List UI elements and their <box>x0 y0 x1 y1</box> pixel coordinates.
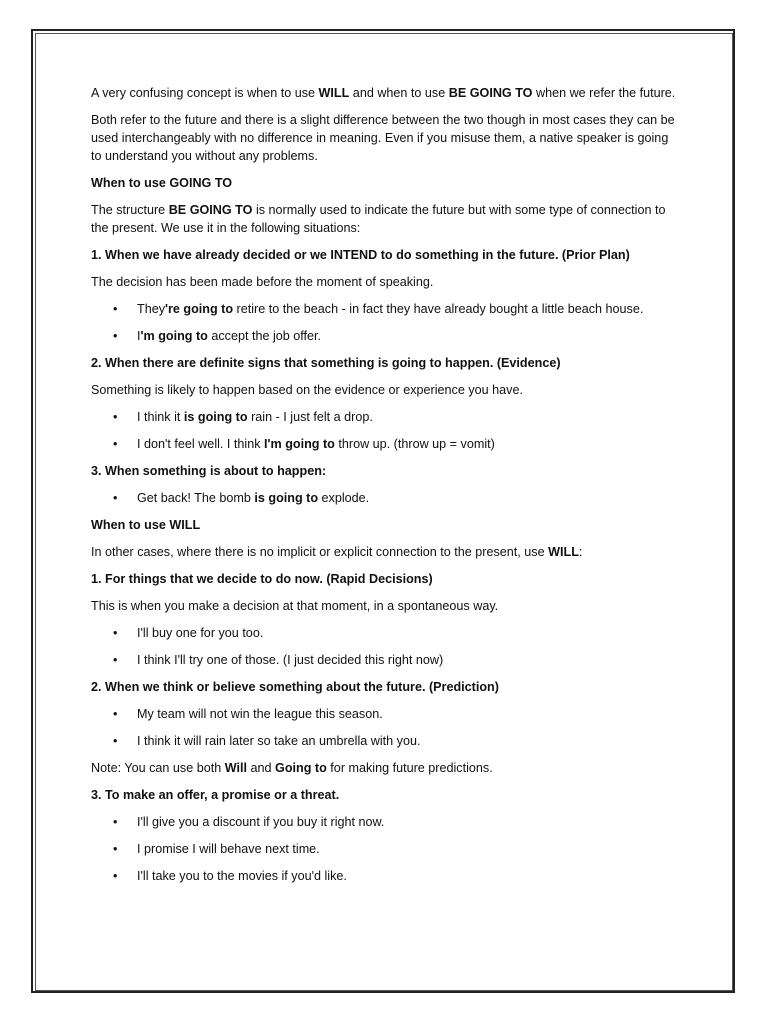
going-to-rule-1-examples <box>91 300 676 345</box>
will-rule-1-heading: 1. For things that we decide to do now. (Rapid Decisions) <box>91 572 433 586</box>
will-heading: When to use WILL <box>91 518 201 532</box>
will-rule-2-examples <box>91 705 676 750</box>
going-to-rule-1-text: The decision has been made before the moment of speaking. <box>91 275 434 289</box>
list-item: • My team will not win the league this season. <box>91 705 676 723</box>
list-item: • I promise I will behave next time. <box>91 840 676 858</box>
list-item: • They're going to retire to the beach - in fact they have already bought a little beach house. <box>91 300 676 318</box>
structure-paragraph: The structure BE GOING TO is normally used to indicate the future but with some type of connection to the present. We use it in the following situations: <box>91 203 666 235</box>
list-item: • I think I'll try one of those. (I just decided this right now) <box>91 651 676 669</box>
list-item: • I'm going to accept the job offer. <box>91 327 676 345</box>
going-to-rule-2-text: Something is likely to happen based on the evidence or experience you have. <box>91 383 523 397</box>
list-item: • I'll give you a discount if you buy it right now. <box>91 813 676 831</box>
list-item: • I don't feel well. I think I'm going to throw up. (throw up = vomit) <box>91 435 676 453</box>
list-item: • I'll take you to the movies if you'd like. <box>91 867 676 885</box>
going-to-rule-1-heading: 1. When we have already decided or we INTEND to do something in the future. (Prior Plan) <box>91 248 630 262</box>
will-rule-1-examples <box>91 624 676 669</box>
list-item: • I think it will rain later so take an umbrella with you. <box>91 732 676 750</box>
will-rule-3-heading: 3. To make an offer, a promise or a threat. <box>91 788 340 802</box>
will-rule-1-text: This is when you make a decision at that moment, in a spontaneous way. <box>91 599 499 613</box>
will-intro-paragraph: In other cases, where there is no implicit or explicit connection to the present, use WILL: <box>91 545 583 559</box>
note-paragraph: Note: You can use both Will and Going to for making future predictions. <box>91 761 493 775</box>
will-rule-2-heading: 2. When we think or believe something about the future. (Prediction) <box>91 680 499 694</box>
going-to-rule-2-examples <box>91 408 676 453</box>
going-to-rule-3-heading: 3. When something is about to happen: <box>91 464 327 478</box>
document-body <box>91 84 676 894</box>
intro-paragraph-2: Both refer to the future and there is a slight difference between the two though in most cases they can be used interchangeably with no difference in meaning. Even if you misuse them, a native speaker is going to understand you without any problems. <box>91 113 675 163</box>
list-item: • Get back! The bomb is going to explode. <box>91 489 676 507</box>
intro-paragraph-1: A very confusing concept is when to use WILL and when to use BE GOING TO when we refer the future. <box>91 86 676 100</box>
list-item: • I think it is going to rain - I just felt a drop. <box>91 408 676 426</box>
list-item: • I'll buy one for you too. <box>91 624 676 642</box>
going-to-rule-3-examples <box>91 489 676 507</box>
going-to-heading: When to use GOING TO <box>91 176 233 190</box>
will-rule-3-examples <box>91 813 676 885</box>
going-to-rule-2-heading: 2. When there are definite signs that something is going to happen. (Evidence) <box>91 356 561 370</box>
